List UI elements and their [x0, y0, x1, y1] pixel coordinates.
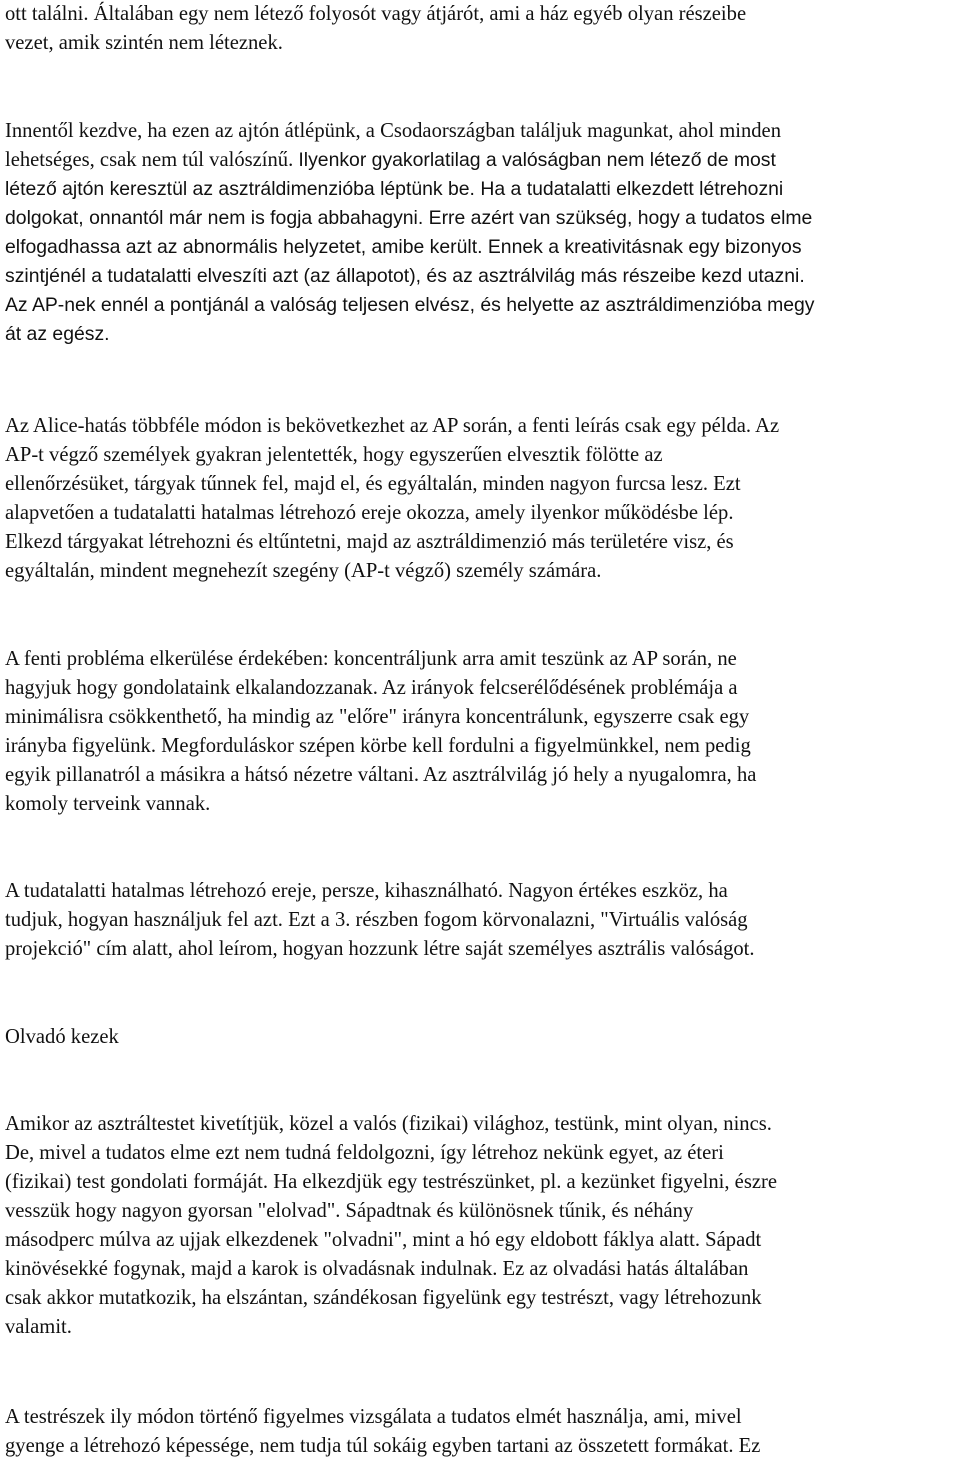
text-segment: másodperc múlva az ujjak elkezdenek "olvadni", mint a hó egy eldobott fáklya alatt. Sápadt	[5, 1229, 762, 1251]
text-segment: Az Alice-hatás többféle módon is bekövetkezhet az AP során, a fenti leírás csak egy példa. Az	[5, 415, 780, 437]
text-segment: vezet, amik szintén nem léteznek.	[5, 32, 283, 54]
text-line	[5, 1284, 959, 1313]
text-line	[5, 117, 959, 146]
text-segment: ellenőrzésüket, tárgyak tűnnek fel, majd el, és egyáltalán, minden nagyon furcsa lesz. Ezt	[5, 473, 741, 495]
text-segment: A fenti probléma elkerülése érdekében: koncentráljunk arra amit teszünk az AP során, ne	[5, 648, 737, 670]
text-segment: át az egész.	[5, 323, 110, 345]
text-segment: csak akkor mutatkozik, ha elszántan, szándékosan figyelünk egy testrészt, vagy létrehozunk	[5, 1287, 762, 1309]
text-segment: hagyjuk hogy gondolataink elkalandozzanak. Az irányok felcserélődésének problémája a	[5, 677, 738, 699]
text-line	[5, 1403, 959, 1432]
text-segment: Ennek a kreativitásnak egy bizonyos	[487, 236, 802, 258]
paragraph-4	[5, 645, 959, 819]
text-segment: irányba figyelünk. Megforduláskor szépen körbe kell fordulni a figyelmünkkel, nem pedig	[5, 735, 751, 757]
text-segment: ott találni. Általában egy nem létező folyosót vagy átjárót, ami a ház egyéb olyan részeibe	[5, 3, 747, 25]
text-line	[5, 703, 959, 732]
text-segment: De, mivel a tudatos elme ezt nem tudná feldolgozni, így létrehoz nekünk egyet, az éteri	[5, 1142, 724, 1164]
text-line	[5, 175, 959, 204]
text-line	[5, 528, 959, 557]
text-line	[5, 291, 959, 320]
text-segment: Az AP-nek ennél a pontjánál a valóság teljesen elvész, és helyette az asztráldimenzióba megy	[5, 294, 815, 316]
text-segment: egyik pillanatról a másikra a hátsó nézetre váltani. Az asztrálvilág jó hely a nyugalomra, ha	[5, 764, 757, 786]
text-segment: Innentől kezdve, ha ezen az ajtón átlépünk, a Csodaországban találjuk magunkat, ahol minden	[5, 120, 781, 142]
text-segment: lehetséges, csak nem túl valószínű.	[5, 149, 299, 171]
text-segment: AP-t végző személyek gyakran jelentették, hogy egyszerűen elvesztik fölötte az	[5, 444, 663, 466]
text-line	[5, 877, 959, 906]
text-segment: dolgokat, onnantól már nem is fogja abbahagyni.	[5, 207, 429, 229]
text-segment: Erre azért van szükség, hogy a tudatos elme	[428, 207, 813, 229]
text-line	[5, 1226, 959, 1255]
text-line	[5, 557, 959, 586]
text-segment: A tudatalatti hatalmas létrehozó ereje, persze, kihasználható. Nagyon értékes eszköz, ha	[5, 880, 728, 902]
text-segment: szintjénél a tudatalatti elveszíti azt (az állapotot), és az asztrálvilág más részeibe kezd utazni.	[5, 265, 805, 287]
text-segment: egyáltalán, mindent megnehezít szegény (AP-t végző) személy számára.	[5, 560, 602, 582]
paragraph-2	[5, 117, 959, 349]
text-segment: tudjuk, hogyan használjuk fel azt. Ezt a 3. részben fogom körvonalazni, "Virtuális valóság	[5, 909, 748, 931]
text-segment: minimálisra csökkenthető, ha mindig az "előre" irányra koncentrálunk, egyszerre csak egy	[5, 706, 750, 728]
text-line	[5, 1023, 959, 1052]
text-line	[5, 1110, 959, 1139]
text-segment: Ilyenkor gyakorlatilag a valóságban nem létező de most	[298, 149, 776, 171]
text-line	[5, 935, 959, 964]
paragraph-3	[5, 412, 959, 586]
text-segment: gyenge a létrehozó képessége, nem tudja túl sokáig egyben tartani az összetett formákat. Ez	[5, 1435, 761, 1457]
text-segment: alapvetően a tudatalatti hatalmas létrehozó ereje okozza, amely ilyenkor működésbe lép.	[5, 502, 734, 524]
paragraph-6	[5, 1110, 959, 1342]
text-line	[5, 1168, 959, 1197]
text-line	[5, 262, 959, 291]
text-line	[5, 1432, 959, 1461]
text-line	[5, 1255, 959, 1284]
text-line	[5, 906, 959, 935]
text-segment: Elkezd tárgyakat létrehozni és eltűntetni, majd az asztráldimenzió más területére visz, és	[5, 531, 734, 553]
paragraph-7	[5, 1403, 959, 1461]
paragraph-1	[5, 0, 959, 58]
text-segment: A testrészek ily módon történő figyelmes vizsgálata a tudatos elmét használja, ami, mivel	[5, 1406, 742, 1428]
text-line	[5, 761, 959, 790]
text-segment: valamit.	[5, 1316, 72, 1338]
text-segment: (fizikai) test gondolati formáját. Ha elkezdjük egy testrészünket, pl. a kezünket figyelni, észre	[5, 1171, 777, 1193]
text-line	[5, 470, 959, 499]
text-segment: Olvadó kezek	[5, 1026, 119, 1048]
text-segment: elfogadhassa azt az abnormális helyzetet, amibe került.	[5, 236, 488, 258]
text-segment: Ha a tudatalatti elkezdett létrehozni	[480, 178, 784, 200]
text-line	[5, 499, 959, 528]
text-segment: kinövésekké fogynak, majd a karok is olvadásnak indulnak. Ez az olvadási hatás általában	[5, 1258, 749, 1280]
paragraph-5	[5, 877, 959, 964]
text-line	[5, 441, 959, 470]
text-line	[5, 146, 959, 175]
text-line	[5, 412, 959, 441]
text-line	[5, 674, 959, 703]
text-line	[5, 732, 959, 761]
text-segment: Amikor az asztráltestet kivetítjük, közel a valós (fizikai) világhoz, testünk, mint olyan, nincs.	[5, 1113, 772, 1135]
text-line	[5, 1197, 959, 1226]
text-line	[5, 645, 959, 674]
text-line	[5, 1313, 959, 1342]
text-segment: komoly terveink vannak.	[5, 793, 211, 815]
text-line	[5, 1139, 959, 1168]
text-segment: vesszük hogy nagyon gyorsan "elolvad". Sápadtnak és különösnek tűnik, és néhány	[5, 1200, 694, 1222]
section-heading	[5, 1023, 959, 1052]
text-line	[5, 204, 959, 233]
text-line	[5, 29, 959, 58]
text-line	[5, 233, 959, 262]
text-line	[5, 0, 959, 29]
text-segment: létező ajtón keresztül az asztráldimenzióba léptünk be.	[5, 178, 481, 200]
text-segment: projekció" cím alatt, ahol leírom, hogyan hozzunk létre saját személyes asztrális valóságot.	[5, 938, 755, 960]
text-line	[5, 320, 959, 349]
text-line	[5, 790, 959, 819]
